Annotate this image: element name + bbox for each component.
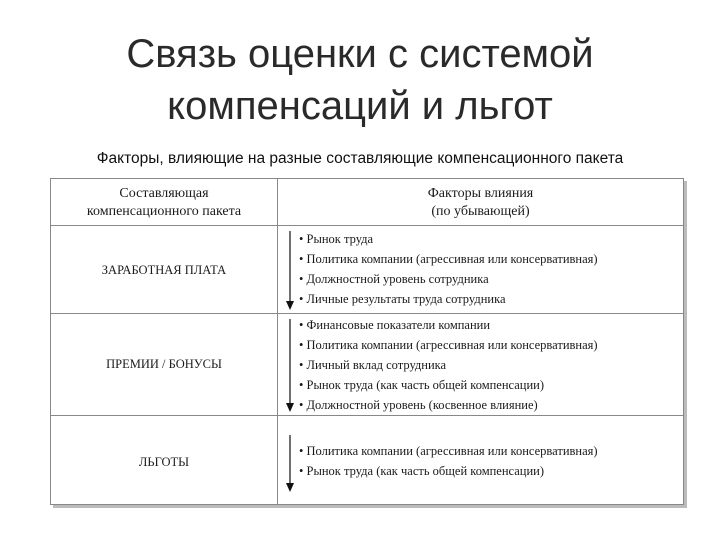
factor-list-salary xyxy=(299,229,679,309)
slide-subtitle: Факторы, влияющие на разные составляющие компенсационного пакета xyxy=(96,150,624,167)
header-component-line-1: Составляющая xyxy=(119,186,209,201)
header-factors xyxy=(278,185,683,221)
header-component xyxy=(51,185,277,221)
factor-item: • Рынок труда (как часть общей компенсации) xyxy=(299,375,679,395)
factor-item: • Рынок труда (как часть общей компенсации) xyxy=(299,461,679,481)
factor-item: • Политика компании (агрессивная или консервативная) xyxy=(299,249,679,269)
factor-item: • Политика компании (агрессивная или консервативная) xyxy=(299,335,679,355)
factor-item: • Личные результаты труда сотрудника xyxy=(299,289,679,309)
header-factors-line-1: Факторы влияния xyxy=(427,186,534,201)
row-divider xyxy=(51,415,683,416)
factor-list-bonuses xyxy=(299,315,679,415)
row-label-benefits: ЛЬГОТЫ xyxy=(138,455,190,469)
header-divider xyxy=(51,225,683,226)
factor-item: • Финансовые показатели компании xyxy=(299,315,679,335)
header-component-line-2: компенсационного пакета xyxy=(86,204,242,219)
factor-item: • Политика компании (агрессивная или консервативная) xyxy=(299,441,679,461)
factor-item: • Должностной уровень сотрудника xyxy=(299,269,679,289)
slide-title xyxy=(0,28,720,132)
factor-list-benefits xyxy=(299,441,679,481)
slide-title-line-1: Связь оценки с системой xyxy=(126,32,594,76)
row-divider xyxy=(51,313,683,314)
factor-item: • Рынок труда xyxy=(299,229,679,249)
down-arrow-icon xyxy=(285,319,295,413)
slide-title-line-2: компенсаций и льгот xyxy=(167,84,553,128)
row-label-salary: ЗАРАБОТНАЯ ПЛАТА xyxy=(101,263,227,277)
down-arrow-icon xyxy=(285,435,295,493)
header-factors-line-2: (по убывающей) xyxy=(431,204,530,219)
column-divider xyxy=(277,179,278,504)
down-arrow-icon xyxy=(285,231,295,311)
row-label-bonuses: ПРЕМИИ / БОНУСЫ xyxy=(106,357,222,371)
compensation-factors-table xyxy=(50,178,684,505)
factor-item: • Личный вклад сотрудника xyxy=(299,355,679,375)
factor-item: • Должностной уровень (косвенное влияние) xyxy=(299,395,679,415)
